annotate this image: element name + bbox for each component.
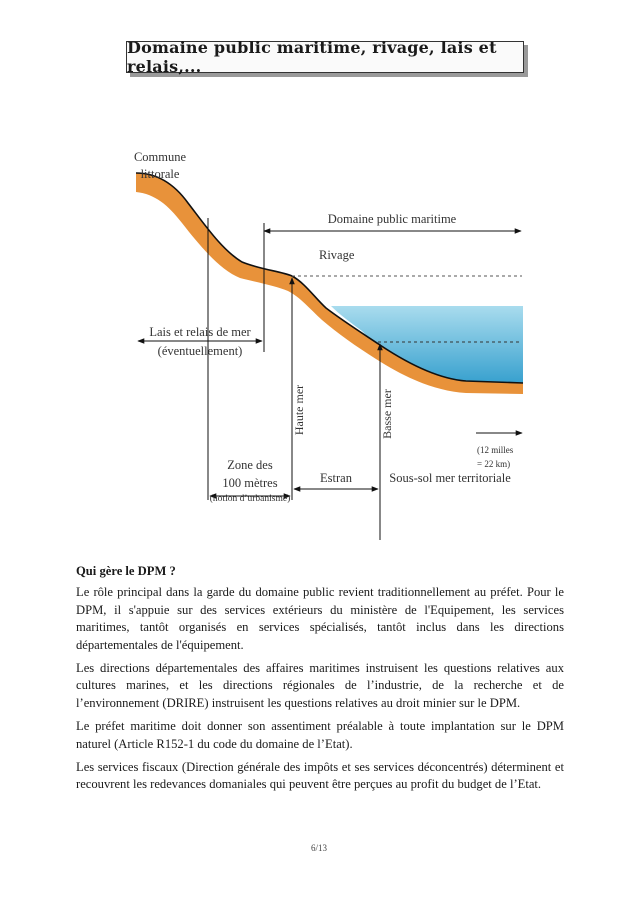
- section-heading: Qui gère le DPM ?: [76, 564, 176, 578]
- sous-sol-label: Sous-sol mer territoriale: [389, 471, 511, 485]
- estran-label: Estran: [320, 471, 352, 485]
- commune-label-1: Commune: [133, 150, 187, 164]
- milles-label-1: (12 milles: [477, 445, 514, 455]
- paragraph-1: Le rôle principal dans la garde du domaine public revient traditionnellement au préfet. Pour le DPM, il s'appuie sur des services extérieurs du ministère de l'Equipement, les services maritimes, tantôt organisés en services spécialisés, tantôt inclus dans les directions départementales de l'équipement.: [76, 585, 564, 652]
- lais-label-1: Lais et relais de mer: [149, 325, 251, 339]
- page-title: Domaine public maritime, rivage, lais et relais,...: [126, 41, 524, 73]
- document-body: [76, 563, 564, 800]
- milles-label-2: = 22 km): [477, 459, 511, 469]
- domaine-public-maritime-label: Domaine public maritime: [327, 212, 457, 226]
- basse-mer-label: Basse mer: [380, 389, 394, 439]
- rivage-label: Rivage: [319, 248, 355, 262]
- lais-label-2: (éventuellement): [157, 344, 243, 358]
- paragraph-3: Le préfet maritime doit donner son assentiment préalable à toute implantation sur le DPM naturel (Article R152-1 du code du domaine de l’Etat).: [76, 719, 564, 751]
- paragraph-4: Les services fiscaux (Direction générale des impôts et ses services déconcentrés) déterminent et recouvrent les redevances domaniales qui peuvent être perçues au profit du budget de l’Etat.: [76, 760, 564, 792]
- commune-label-2: littorale: [140, 167, 180, 181]
- haute-mer-label: Haute mer: [292, 384, 306, 436]
- paragraph-2: Les directions départementales des affaires maritimes instruisent les questions relatives aux cultures marines, et les directions régionales de l’industrie, de la recherche et de l’environnement (DRIRE) instruisent les questions relatives au droit minier sur le DPM.: [76, 661, 564, 710]
- zone-label-1: Zone des: [227, 458, 273, 472]
- page-number: 6/13: [310, 843, 327, 853]
- zone-label-2: 100 mètres: [222, 476, 278, 490]
- zone-label-3: (notion d’urbanisme): [209, 494, 291, 504]
